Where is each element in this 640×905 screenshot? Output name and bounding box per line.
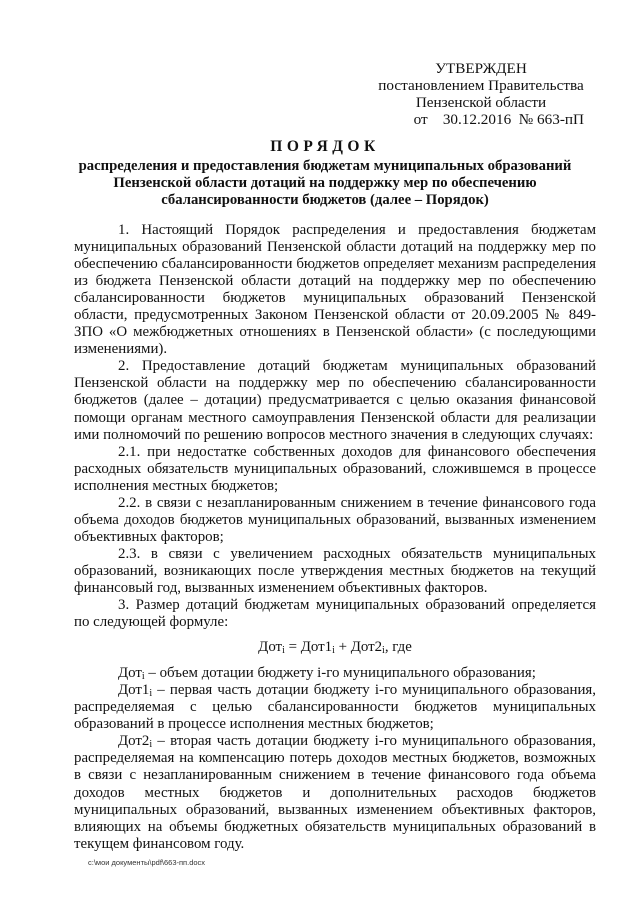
title-main: ПОРЯДОК [270, 138, 380, 155]
approval-date-number: от 30.12.2016 № 663-пП [413, 111, 584, 128]
definition-dot-sub: i [141, 671, 145, 683]
formula-eq: = [284, 639, 301, 656]
definition-dot2-text: – вторая часть дотации бюджету i-го муниципального образования, распределяемая на компенсацию потерь доходов местных бюджетов, возможных в связи с незапланированным снижением в течение финансового года объема доходов местных бюджетов и дополнительных расходов бюджетов муниципальных образований, вызванных изменением объективных факторов, влияющих на объемы бюджетных обязательств муниципальных образований в текущем финансовом году. [74, 733, 596, 852]
approval-region: Пензенской области [415, 94, 547, 111]
formula-term-2-sub: i [382, 645, 385, 657]
definition-dot-text: – объем дотации бюджету i-го муниципального образования; [144, 665, 536, 682]
approval-authority: постановлением Правительства [378, 77, 584, 94]
paragraph-2-2: 2.2. в связи с незапланированным снижением в течение финансового года объема доходов бюджетов муниципальных образований, вызванных изменением объективных факторов; [74, 494, 596, 545]
formula-tail: , где [384, 639, 412, 656]
definition-dot [74, 665, 596, 682]
definition-dot2 [74, 733, 596, 852]
paragraph-2-1: 2.1. при недостатке собственных доходов для финансового обеспечения расходных обязательств муниципальных образований, сложившемся в процессе исполнения местных бюджетов; [74, 443, 596, 494]
formula [74, 639, 596, 656]
document-body [74, 222, 596, 853]
formula-lhs: Дот [258, 639, 283, 656]
title-subtitle-line-3: сбалансированности бюджетов (далее – Порядок) [161, 191, 489, 208]
approval-stamp [378, 60, 584, 128]
paragraph-3: 3. Размер дотаций бюджетам муниципальных образований определяется по следующей формуле: [74, 597, 596, 631]
definition-dot1-text: – первая часть дотации бюджету i-го муниципального образования, распределяемая с целью сбалансированности бюджетов муниципальных образований в процессе исполнения местных бюджетов; [74, 682, 596, 733]
formula-plus: + [334, 639, 351, 656]
formula-term-1: Дот1 [300, 639, 333, 656]
title-subtitle-line-2: Пензенской области дотаций на поддержку мер по обеспечению [113, 174, 537, 191]
definition-dot2-sub: i [149, 739, 153, 751]
approval-heading: УТВЕРЖДЕН [435, 60, 527, 77]
formula-lhs-sub: i [282, 645, 285, 657]
paragraph-1: 1. Настоящий Порядок распределения и предоставления бюджетам муниципальных образований Пензенской области дотаций на поддержку мер по обеспечению сбалансированности бюджетов определяет механизм распределения из бюджета Пензенской области дотаций на поддержку мер по обеспечению сбалансированности бюджетов муниципальных образований Пензенской области, предусмотренных Законом Пензенской области от 20.09.2005 № 849-ЗПО «О межбюджетных отношениях в Пензенской области» (с последующими изменениями). [74, 222, 596, 358]
definition-dot-term: Дот [118, 665, 142, 682]
definition-dot1 [74, 682, 596, 733]
file-path-footer: c:\мои документы\pdf\663-пп.docx [88, 858, 206, 867]
formula-term-2: Дот2 [350, 639, 383, 656]
definition-dot1-sub: i [149, 688, 153, 700]
paragraph-2-3: 2.3. в связи с увеличением расходных обязательств муниципальных образований, возникающих после утверждения местных бюджетов на текущий финансовый год, вызванных изменением объективных факторов. [74, 545, 596, 596]
document-title [72, 136, 578, 208]
definition-dot2-term: Дот2 [118, 733, 150, 750]
formula-term-1-sub: i [332, 645, 335, 657]
definition-dot1-term: Дот1 [118, 682, 150, 699]
paragraph-2: 2. Предоставление дотаций бюджетам муниципальных образований Пензенской области на поддержку мер по обеспечению сбалансированности бюджетов (далее – дотации) предусматривается с целью оказания финансовой помощи органам местного самоуправления Пензенской области для реализации ими полномочий по решению вопросов местного значения в следующих случаях: [74, 358, 596, 443]
title-subtitle-line-1: распределения и предоставления бюджетам муниципальных образований [78, 158, 572, 174]
